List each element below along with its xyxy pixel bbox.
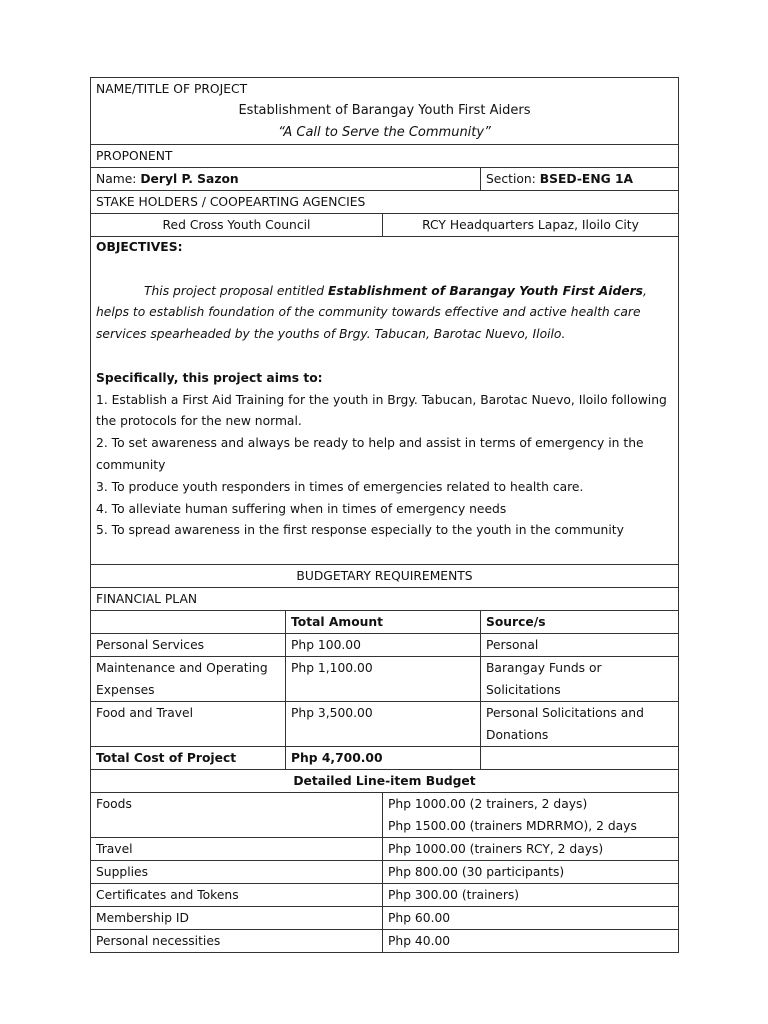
- line-item-label: Supplies: [91, 861, 383, 884]
- line-item-cost: Php 60.00: [383, 907, 679, 930]
- objective-item: 2. To set awareness and always be ready to help and assist in terms of emergency in the community: [96, 436, 644, 472]
- proponent-label: PROPONENT: [91, 145, 679, 168]
- objectives-label: OBJECTIVES:: [96, 240, 183, 254]
- proponent-name-cell: [91, 168, 481, 191]
- objective-item: 4. To alleviate human suffering when in times of emergency needs: [96, 501, 507, 516]
- aims-heading: Specifically, this project aims to:: [96, 370, 323, 385]
- proponent-name: Deryl P. Sazon: [140, 172, 239, 186]
- project-title-label: NAME/TITLE OF PROJECT: [96, 82, 248, 96]
- foods-cost-line: Php 1000.00 (2 trainers, 2 days): [388, 797, 588, 812]
- objective-item: 3. To produce youth responders in times of emergencies related to health care.: [96, 479, 584, 494]
- budget-source: Personal: [481, 634, 679, 657]
- project-title-cell: [91, 78, 679, 145]
- line-item-cost: Php 800.00 (30 participants): [383, 861, 679, 884]
- line-item-label: Foods: [91, 793, 383, 838]
- col-sources: Source/s: [481, 611, 679, 634]
- line-item-cost: Php 300.00 (trainers): [383, 884, 679, 907]
- budget-heading: BUDGETARY REQUIREMENTS: [91, 565, 679, 588]
- proposal-table: [90, 77, 679, 953]
- project-title: Establishment of Barangay Youth First Aiders: [238, 103, 531, 118]
- line-item-label: Personal necessities: [91, 930, 383, 953]
- section-label: Section:: [486, 172, 536, 186]
- budget-item: Personal Services: [91, 634, 286, 657]
- budget-item: Food and Travel: [91, 702, 286, 747]
- project-proposal-form: [90, 77, 678, 953]
- intro-title: Establishment of Barangay Youth First Aiders: [328, 283, 644, 298]
- line-item-cost: Php 40.00: [383, 930, 679, 953]
- line-item-label: Membership ID: [91, 907, 383, 930]
- budget-amount: Php 100.00: [286, 634, 481, 657]
- line-item-cost: [383, 793, 679, 838]
- stakeholder-address: RCY Headquarters Lapaz, Iloilo City: [383, 214, 679, 237]
- objective-item: 1. Establish a First Aid Training for the youth in Brgy. Tabucan, Barotac Nuevo, Iloilo following the protocols for the new normal.: [96, 392, 667, 429]
- stakeholders-label: STAKE HOLDERS / COOPEARTING AGENCIES: [91, 191, 679, 214]
- budget-header-blank: [91, 611, 286, 634]
- total-cost-label: Total Cost of Project: [91, 747, 286, 770]
- stakeholder-agency: Red Cross Youth Council: [91, 214, 383, 237]
- budget-amount: Php 3,500.00: [286, 702, 481, 747]
- proponent-section-cell: [481, 168, 679, 191]
- objectives-cell: [91, 237, 679, 565]
- line-item-cost: Php 1000.00 (trainers RCY, 2 days): [383, 838, 679, 861]
- budget-source: Personal Solicitations and Donations: [481, 702, 679, 747]
- financial-plan-label: FINANCIAL PLAN: [91, 588, 679, 611]
- project-subtitle: “A Call to Serve the Community”: [278, 125, 491, 140]
- line-item-label: Travel: [91, 838, 383, 861]
- foods-cost-line: Php 1500.00 (trainers MDRRMO), 2 days: [388, 819, 637, 834]
- objectives-intro: [96, 281, 673, 346]
- intro-prefix: This project proposal entitled: [144, 283, 328, 298]
- intro-suffix: , helps to establish foundation of the community towards effective and active health care services spearheaded by the youths of Brgy. Tabucan, Barotac Nuevo, Iloilo.: [96, 283, 647, 342]
- total-cost-blank: [481, 747, 679, 770]
- line-item-heading: Detailed Line-item Budget: [91, 770, 679, 793]
- budget-amount: Php 1,100.00: [286, 657, 481, 702]
- objective-item: 5. To spread awareness in the first response especially to the youth in the community: [96, 523, 624, 538]
- line-item-label: Certificates and Tokens: [91, 884, 383, 907]
- name-label: Name:: [96, 172, 137, 186]
- budget-item: Maintenance and Operating Expenses: [91, 657, 286, 702]
- col-total-amount: Total Amount: [286, 611, 481, 634]
- budget-source: Barangay Funds or Solicitations: [481, 657, 679, 702]
- total-cost-value: Php 4,700.00: [286, 747, 481, 770]
- proponent-section: BSED-ENG 1A: [539, 172, 634, 186]
